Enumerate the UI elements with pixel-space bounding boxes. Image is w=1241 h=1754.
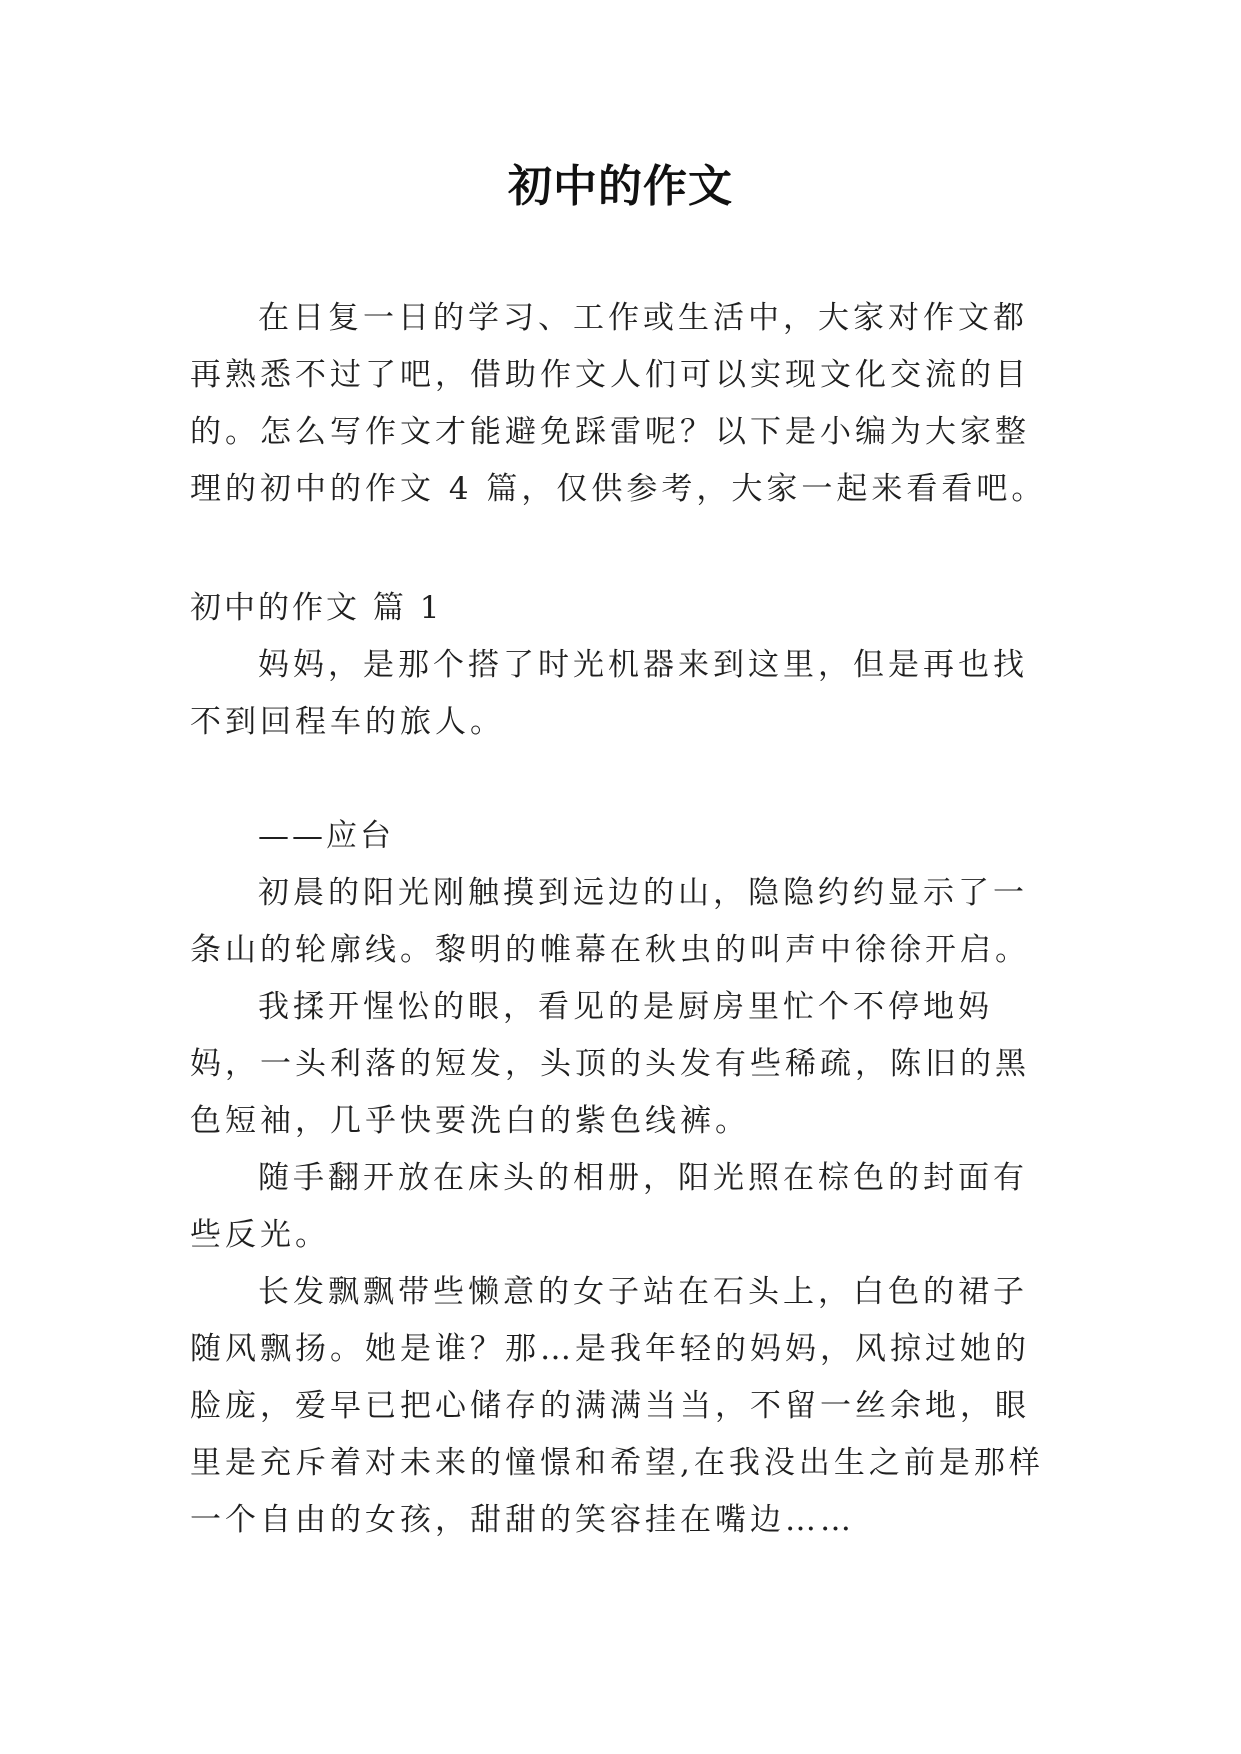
quote-attribution: ——应台: [258, 818, 394, 854]
document-title: 初中的作文: [508, 161, 733, 212]
intro-paragraph: 在日复一日的学习、工作或生活中，大家对作文都再熟悉不过了吧，借助作文人们可以实现文化交流的目的。怎么写作文才能避免踩雷呢？以下是小编为大家整理的初中的作文 4 篇，仅供参考，大家一起来看看吧。: [190, 300, 1047, 507]
section-heading: 初中的作文 篇 1: [190, 590, 443, 626]
paragraph-young-mother: 长发飘飘带些懒意的女子站在石头上，白色的裙子随风飘扬。她是谁？那…是我年轻的妈妈，风掠过她的脸庞，爱早已把心储存的满满当当，不留一丝余地，眼里是充斥着对未来的憧憬和希望,在我没出生之前是那样一个自由的女孩，甜甜的笑容挂在嘴边……: [190, 1274, 1044, 1538]
paragraph-quote: 妈妈，是那个搭了时光机器来到这里，但是再也找不到回程车的旅人。: [190, 647, 1028, 740]
paragraph-mother-kitchen: 我揉开惺忪的眼，看见的是厨房里忙个不停地妈妈，一头利落的短发，头顶的头发有些稀疏，陈旧的黑色短袖，几乎快要洗白的紫色线裤。: [190, 989, 1030, 1139]
paragraph-album: 随手翻开放在床头的相册，阳光照在棕色的封面有些反光。: [190, 1160, 1028, 1253]
paragraph-dawn: 初晨的阳光刚触摸到远边的山，隐隐约约显示了一条山的轮廓线。黎明的帷幕在秋虫的叫声中徐徐开启。: [190, 875, 1030, 968]
